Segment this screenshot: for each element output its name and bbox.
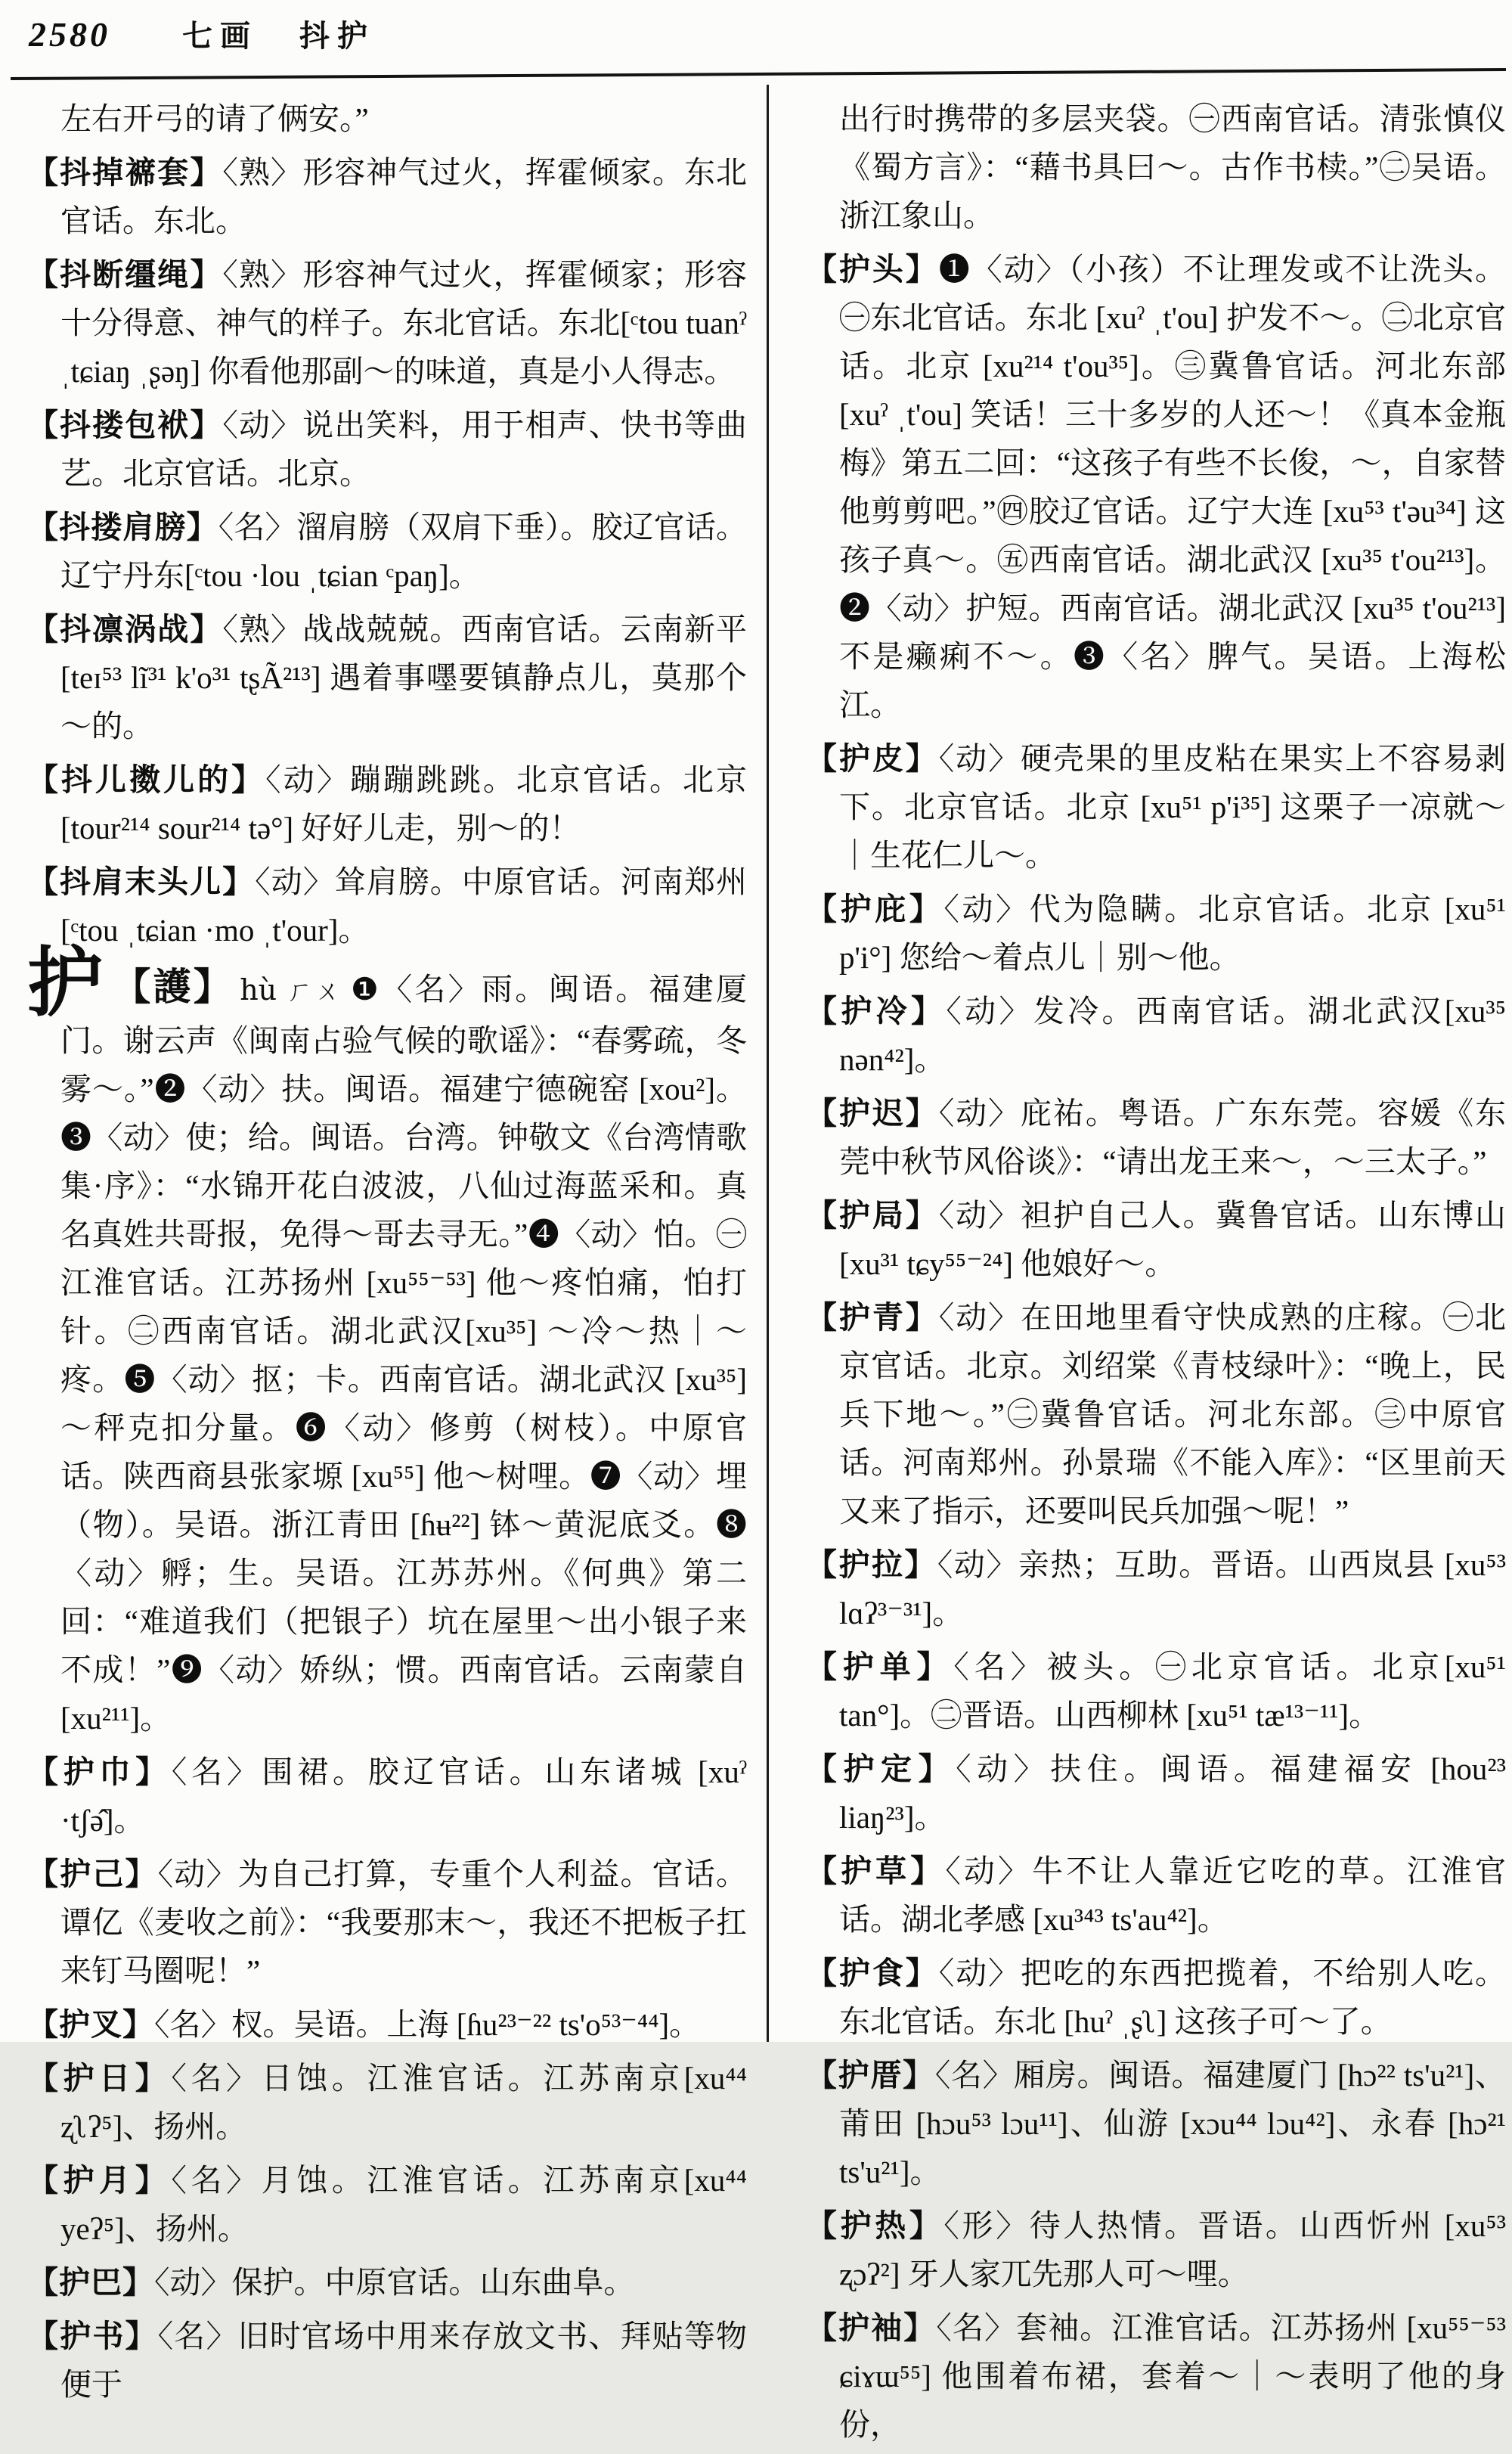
entry-body: 〈名〉日蚀。江淮官话。江苏南京[xu⁴⁴ ʐʅʔ⁵]、扬州。 xyxy=(60,2061,747,2144)
page-number: 2580 xyxy=(29,15,110,54)
dict-entry xyxy=(806,885,1506,982)
entry-body: 〈名〉月蚀。江淮官话。江苏南京[xu⁴⁴ yeʔ⁵]、扬州。 xyxy=(60,2163,747,2246)
entry-body: 〈动〉把吃的东西把揽着，不给别人吃。东北官话。东北 [huˀ ˌʂʅ] 这孩子可～了。 xyxy=(839,1956,1507,2039)
dict-entry xyxy=(27,605,747,750)
entry-body: 〈名〉杈。吴语。上海 [ɦu²³⁻²² ts'o⁵³⁻⁴⁴]。 xyxy=(154,2007,701,2042)
entry-headword: 【护叉】 xyxy=(27,2007,154,2042)
entry-headword: 【护头】 xyxy=(806,252,939,287)
entry-body: 〈动〉发冷。西南官话。湖北武汉[xu³⁵ nən⁴²]。 xyxy=(839,994,1507,1077)
entry-headword: 【护己】 xyxy=(27,1857,158,1891)
entry-body: 〈名〉厢房。闽语。福建厦门 [hɔ²² ts'u²¹]、莆田 [hɔu⁵³ lɔu¹¹]、仙游 [xɔu⁴⁴ lɔu⁴²]、永春 [hɔ²¹ ts'u²¹]。 xyxy=(839,2058,1506,2189)
entry-headword: 【护迟】 xyxy=(806,1096,939,1131)
stroke-section: 七画 xyxy=(182,19,258,53)
dict-entry xyxy=(27,1748,747,1844)
entry-body: 〈动〉耸肩膀。中原官话。河南郑州[ᶜtou ˌtɕian ·mo ˌt'our]。 xyxy=(60,864,748,948)
dict-entry xyxy=(27,401,747,498)
dict-entry xyxy=(806,1643,1506,1739)
entry-headword: 【抖肩末头儿】 xyxy=(27,864,256,899)
traditional-form: 【護】 xyxy=(113,966,234,1008)
entry-body: 〈名〉套袖。江淮官话。江苏扬州 [xu⁵⁵⁻⁵³ ɕiɤɯ⁵⁵] 他围着布裙，套着～｜～表明了他的身份， xyxy=(839,2310,1507,2442)
entry-body: 〈动〉庇祐。粤语。广东东莞。容媛《东莞中秋节风俗谈》：“请出龙王来～，～三太子。” xyxy=(839,1096,1507,1179)
entry-headword: 【护厝】 xyxy=(806,2058,935,2093)
pinyin-reading: hù xyxy=(240,973,277,1007)
entry-body: 〈熟〉形容神气过火，挥霍倾家；形容十分得意、神气的样子。东北官话。东北[ᶜtou tuanˀ ˌtɕiaŋ ˌʂəŋ] 你看他那副～的味道，真是小人得志。 xyxy=(60,257,748,389)
entry-headword: 【护皮】 xyxy=(806,741,939,776)
dict-entry xyxy=(806,1540,1506,1637)
dict-entry xyxy=(806,1949,1506,2046)
dict-entry xyxy=(27,148,747,245)
entry-headword: 【护食】 xyxy=(806,1956,939,1990)
entry-headword: 【抖儿擞儿的】 xyxy=(27,762,266,797)
entry-headword: 【护定】 xyxy=(806,1751,956,1786)
entry-headword: 【护庇】 xyxy=(806,892,944,926)
entry-body: 〈名〉旧时官场中用来存放文书、拜贴等物便于 xyxy=(60,2319,748,2402)
entry-body: 〈动〉说出笑料，用于相声、快书等曲艺。北京官话。北京。 xyxy=(60,408,748,491)
dict-entry xyxy=(806,1847,1506,1944)
entry-body: 〈动〉蹦蹦跳跳。北京官话。北京 [tour²¹⁴ sour²¹⁴ tə°] 好好儿走，别～的！ xyxy=(60,762,748,845)
entry-headword: 【抖断缰绳】 xyxy=(27,257,223,292)
dict-entry xyxy=(27,250,747,396)
entry-headword: 【护月】 xyxy=(27,2163,172,2198)
page-header xyxy=(29,12,375,55)
zhuyin-reading: ㄏㄨ xyxy=(284,978,344,1006)
entry-body: 〈动〉硬壳果的里皮粘在果实上不容易剥下。北京官话。北京 [xu⁵¹ p'i³⁵] 这栗子一凉就～｜生花仁儿～。 xyxy=(839,741,1507,873)
entry-headword: 【抖搂包袱】 xyxy=(27,408,223,442)
dict-entry xyxy=(806,1191,1506,1288)
entry-headword: 【护单】 xyxy=(806,1649,954,1684)
dict-entry xyxy=(27,1850,747,1995)
entry-body: 〈熟〉形容神气过火，挥霍倾家。东北官话。东北。 xyxy=(60,155,748,238)
dict-entry xyxy=(806,987,1506,1084)
dict-entry xyxy=(27,503,747,600)
entry-body: 〈名〉围裙。胶辽官话。山东诸城 [xuˀ ·tʃə̂]。 xyxy=(60,1754,747,1838)
left-column xyxy=(27,89,747,2414)
dict-entry xyxy=(27,2258,747,2307)
dict-entry xyxy=(27,2312,747,2409)
head-character: 护 xyxy=(27,942,106,1025)
entry-headword: 【护拉】 xyxy=(806,1547,937,1582)
entry-headword: 【护巴】 xyxy=(27,2265,154,2300)
entry-headword: 【抖凛涡战】 xyxy=(27,612,223,647)
entry-headword: 【护青】 xyxy=(806,1300,939,1335)
dict-entry xyxy=(806,734,1506,880)
entry-body: 〈熟〉战战兢兢。西南官话。云南新平 [teɪ⁵³ lĩ³¹ k'o³¹ tʂÃ²¹³] 遇着事嚜要镇静点儿，莫那个～的。 xyxy=(60,612,748,743)
dict-entry xyxy=(27,2000,747,2049)
entry-headword: 【护袖】 xyxy=(806,2310,937,2345)
right-column xyxy=(806,89,1506,2454)
entry-body: 〈动〉袒护自己人。冀鲁官话。山东博山[xu³¹ tɕy⁵⁵⁻²⁴] 他娘好～。 xyxy=(839,1198,1507,1281)
entry-body: 〈动〉亲热；互助。晋语。山西岚县 [xu⁵³ lɑʔ³⁻³¹]。 xyxy=(839,1547,1506,1630)
entry-body: 〈动〉保护。中原官话。山东曲阜。 xyxy=(154,2265,635,2300)
dict-entry xyxy=(27,858,747,954)
entry-body: ❶〈名〉雨。闽语。福建厦门。谢云声《闽南占验气候的歌谣》：“春雾疏，冬雾～。”❷〈动〉扶。闽语。福建宁德碗窑 [xou²]。❸〈动〉使；给。闽语。台湾。钟敬文《台湾情歌集·序》：“水锦开花白波波，八仙过海蓝采和。真名真姓共哥报，免得～哥去寻无。”❹〈动〉怕。㊀江淮官话。江苏扬州 [xu⁵⁵⁻⁵³] 他～疼怕痛，怕打针。㊁西南官话。湖北武汉[xu³⁵] ～冷～热｜～疼。❺〈动〉抠；卡。西南官话。湖北武汉 [xu³⁵] ～秤克扣分量。❻〈动〉修剪（树枝）。中原官话。陕西商县张家塬 [xu⁵⁵] 他～树哩。❼〈动〉埋（物）。吴语。浙江青田 [ɦʉ²²] 钵～黄泥底爻。❽〈动〉孵；生。吴语。江苏苏州。《何典》第二回：“难道我们（把银子）坑在屋里～出小银子来不成！”❾〈动〉娇纵；惯。西南官话。云南蒙自 [xu²¹¹]。 xyxy=(60,972,748,1736)
dict-entry xyxy=(806,245,1506,729)
entry-body: 〈动〉在田地里看守快成熟的庄稼。㊀北京官话。北京。刘绍棠《青枝绿叶》：“晚上，民兵下地～。”㊁冀鲁官话。河北东部。㊂中原官话。河南郑州。孙景瑞《不能入库》：“区里前天又来了指示，还要叫民兵加强～呢！” xyxy=(839,1300,1507,1528)
entry-headword: 【护草】 xyxy=(806,1854,946,1888)
column-divider xyxy=(767,85,769,2042)
entry-headword: 【护巾】 xyxy=(27,1754,172,1789)
entry-body: 〈名〉被头。㊀北京官话。北京[xu⁵¹ tan°]。㊁晋语。山西柳林 [xu⁵¹ tæ¹³⁻¹¹]。 xyxy=(839,1649,1506,1733)
dict-entry xyxy=(806,2304,1506,2449)
entry-body: ❶〈动〉（小孩）不让理发或不让洗头。㊀东北官话。东北 [xuˀ ˌt'ou] 护发不～。㊁北京官话。北京 [xu²¹⁴ t'ou³⁵]。㊂冀鲁官话。河北东部 [xuˀ ˌt'ou] 笑话！三十多岁的人还～！《真本金瓶梅》第五二回：“这孩子有些不长俊，～，自家替他剪剪吧。”㊃胶辽官话。辽宁大连 [xu⁵³ t'əu³⁴] 这孩子真～。㊄西南官话。湖北武汉 [xu³⁵ t'ou²¹³]。❷〈动〉护短。西南官话。湖北武汉 [xu³⁵ t'ou²¹³] 不是癞痢不～。❸〈名〉脾气。吴语。上海松江。 xyxy=(839,252,1507,722)
entry-headword: 【护冷】 xyxy=(806,994,947,1028)
entry-body: 左右开弓的请了俩安。” xyxy=(60,101,369,136)
entry-headword: 【护热】 xyxy=(806,2208,944,2243)
entry-body: 〈名〉溜肩膀（双肩下垂）。胶辽官话。辽宁丹东[ᶜtou ·lou ˌtɕian ᶜpaŋ]。 xyxy=(60,510,748,593)
entry-body: 〈形〉待人热情。晋语。山西忻州 [xu⁵³ ʐɔʔ²] 牙人家兀先那人可～哩。 xyxy=(839,2208,1506,2291)
entry-body: 〈动〉扶住。闽语。福建福安 [hou²³ liaŋ²³]。 xyxy=(839,1751,1506,1835)
headword-range: 抖护 xyxy=(299,19,375,53)
dict-entry xyxy=(27,2054,747,2151)
dict-entry xyxy=(806,1293,1506,1535)
continuation-text xyxy=(806,95,1506,240)
entry-body: 〈动〉为自己打算，专重个人利益。官话。谭亿《麦收之前》：“我要那末～，我还不把板子扛来钉马圈呢！” xyxy=(60,1857,748,1988)
dict-entry xyxy=(806,1089,1506,1186)
continuation-text xyxy=(27,95,747,143)
entry-body: 〈动〉代为隐瞒。北京官话。北京 [xu⁵¹ p'i°] 您给～着点儿｜别～他。 xyxy=(839,892,1506,975)
head-character-entry xyxy=(27,942,748,1742)
entry-headword: 【抖掉褯套】 xyxy=(27,155,223,190)
dict-entry xyxy=(806,2201,1506,2298)
entry-body: 〈动〉牛不让人靠近它吃的草。江淮官话。湖北孝感 [xu³⁴³ ts'au⁴²]。 xyxy=(839,1854,1507,1937)
dict-entry xyxy=(806,1745,1506,1841)
entry-headword: 【护日】 xyxy=(27,2061,172,2096)
dict-entry xyxy=(27,755,747,852)
entry-body: 出行时携带的多层夹袋。㊀西南官话。清张慎仪《蜀方言》：“藉书具曰～。古作书椟。”㊁吴语。浙江象山。 xyxy=(839,101,1506,233)
entry-headword: 【抖搂肩膀】 xyxy=(27,510,218,544)
dict-entry xyxy=(806,2051,1506,2196)
dict-entry xyxy=(27,2156,747,2253)
entry-headword: 【护书】 xyxy=(27,2319,158,2353)
entry-headword: 【护局】 xyxy=(806,1198,939,1233)
header-rule xyxy=(11,68,1506,80)
